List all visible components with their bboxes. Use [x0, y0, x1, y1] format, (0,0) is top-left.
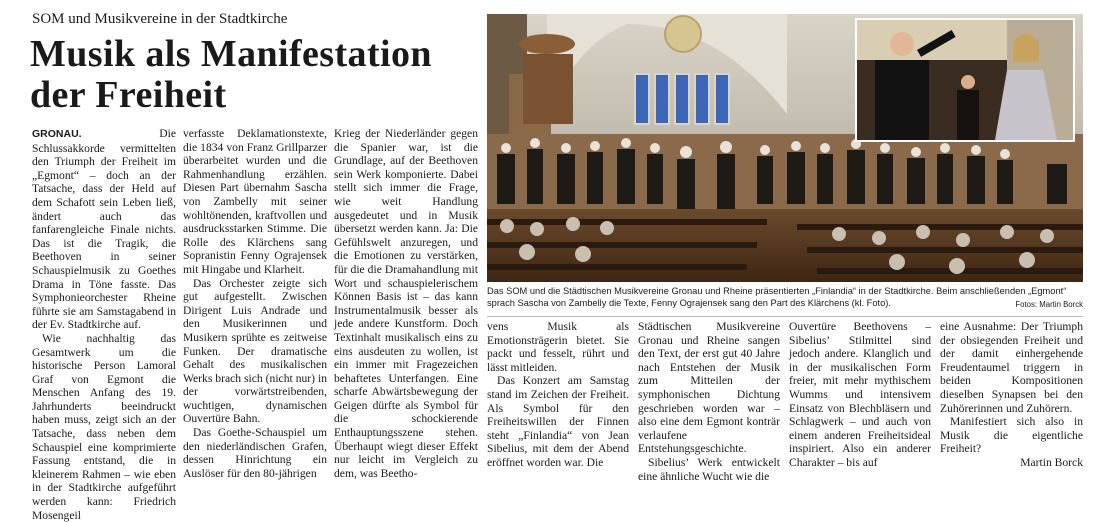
article-column-2 [183, 127, 327, 480]
paragraph: Wie nachhaltig das Gesamtwerk um die historische Person Lamoral Graf von Egmont die Menschen Anfang des 19. Jahrhunderts beeindruckt haben muss, zeigt sich an der Tatsache, dass neben dem Schauspiel eine komprimierte Fassung entstand, die in kleinerem Rahmen – wie eben in der Stadtkirche aufgeführt werden kann: Friedrich Mosengeil [32, 331, 176, 522]
paragraph: Ouvertüre Beethovens – Sibelius’ Stilmittel sind jedoch andere. Klanglich und in der musikalischen Form freier, mit mehr mythischem Wumms und intensivem Einsatz von Blechbläsern und Schlagwerk – und auch von einem anderen Freiheitsideal inspiriert. Also ein anderer Charakter – bis auf [789, 320, 931, 469]
paragraph: Das Konzert am Samstag stand im Zeichen der Freiheit. Als Symbol für den Freiheitswillen der Finnen steht „Finlandia“ von Jean Sibelius, mit dem der Abend eröffnet worden war. Die [487, 374, 629, 469]
article-column-4 [487, 320, 629, 470]
paragraph [940, 415, 1083, 469]
paragraph: Krieg der Niederländer gegen die Spanier war, ist die Grundlage, auf der Beethoven sein Werk komponierte. Dabei stellt sich immer die Frage, wie weit Handlung ausgedeutet und in Musik übersetzt werden kann. Ja: Die Gefühlswelt anzuregen, und die Emotionen zu verstärken, für die die Dramahandlung mit Wort und schauspielerischem Können Basis ist – das kann Instrumentalmusik besser als jede andere Kunstform. Doch Textinhalt musikalisch eins zu eins ausdeuten zu wollen, ist ein immer mit Fragezeichen behaftetes Unterfangen. Eine scharfe Abwärtsbewegung der Geigen dürfte als Symbol für die schockierende Enthauptungsszene stehen. Überhaupt wiegt dieser Effekt nur leicht im Vergleich zu dem, was Beetho- [334, 127, 478, 480]
paragraph: eine Ausnahme: Der Triumph der obsiegenden Freiheit und der damit einhergehende Freudentaumel triggern in beiden Kompositionen dieselben Synapsen bei den Zuhörerinnen und Zuhörern. [940, 320, 1083, 415]
paragraph-text: Die Schlussakkorde vermittelten den Triumph der Freiheit im „Egmont“ – doch an der Tatsache, dass der Held auf dem Schafott sein Leben ließ, ändert auch das fanfarengleiche Finale nichts. Das ist die Tragik, die Beethoven in seiner Schauspielmusik zu Goethes Drama in Töne fasste. Das Symphonieorchester Rheine führte sie am Samstagabend in der Ev. Stadtkirche auf. [32, 127, 176, 332]
photo-caption: Das SOM und die Städtischen Musikvereine Gronau und Rheine präsentierten „Finlandia“ in der Stadtkirche. Beim anschließenden „Egmont“ sprach Sascha von Zambelly die Texte, Fenny Ograjensek sang den Part des Klärchens (kl. Foto). [487, 286, 1067, 308]
paragraph: verfasste Deklamationstexte, die 1834 von Franz Grillparzer überarbeitet wurden und die Rahmenhandlung erzählen. Diesen Part übernahm Sascha von Zambelly mit seiner wohltönenden, kraftvollen und ausdrucksstarken Stimme. Die Rolle des Klärchens sang Sopranistin Fenny Ograjensek mit Hingabe und Klarheit. [183, 127, 327, 276]
soloists-image [857, 20, 1073, 140]
paragraph: Städtischen Musikvereine Gronau und Rheine sangen den Text, der erst gut 40 Jahre nach Entstehen der Musik zum Mitteilen der symphonischen Dichtung geschrieben worden war – also eine dem Egmont konträr verlaufene Entstehungsgeschichte. [638, 320, 780, 456]
kicker: SOM und Musikvereine in der Stadtkirche [32, 11, 288, 27]
author-signature: Martin Borck [1020, 455, 1083, 469]
headline: Musik als Manifestation der Freiheit [30, 33, 432, 116]
paragraph: vens Musik als Emotionsträgerin bietet. Sie packt und fesselt, rührt und lässt mitleiden. [487, 320, 629, 374]
paragraph: Sibelius’ Werk entwickelt eine ähnliche Wucht wie die [638, 455, 780, 483]
photo-credit: Fotos: Martin Borck [1015, 300, 1083, 309]
article-column-5 [638, 320, 780, 483]
paragraph-text: Manifestiert sich also in Musik die eigentliche Freiheit? [940, 415, 1083, 456]
paragraph: Das Goethe-Schauspiel um den niederländischen Grafen, dessen Hinrichtung ein Auslöser für den 80-jährigen [183, 426, 327, 480]
inset-photo [855, 18, 1075, 142]
dateline: GRONAU. [32, 128, 82, 140]
article-column-3 [334, 127, 478, 480]
divider [487, 316, 1083, 317]
paragraph: Das Orchester zeigte sich gut aufgestellt. Zwischen Dirigent Luis Andrade und den Musikerinnen und Musikern sprühte es zeitweise Funken. Der dramatische Gehalt des musikalischen Werks brach sich (nicht nur) in der vorwärtstreibenden, wuchtigen, dynamischen Ouvertüre Bahn. [183, 276, 327, 426]
article-column-7 [940, 320, 1083, 470]
paragraph [32, 127, 176, 332]
article-column-1 [32, 127, 176, 522]
article-column-6 [789, 320, 931, 470]
